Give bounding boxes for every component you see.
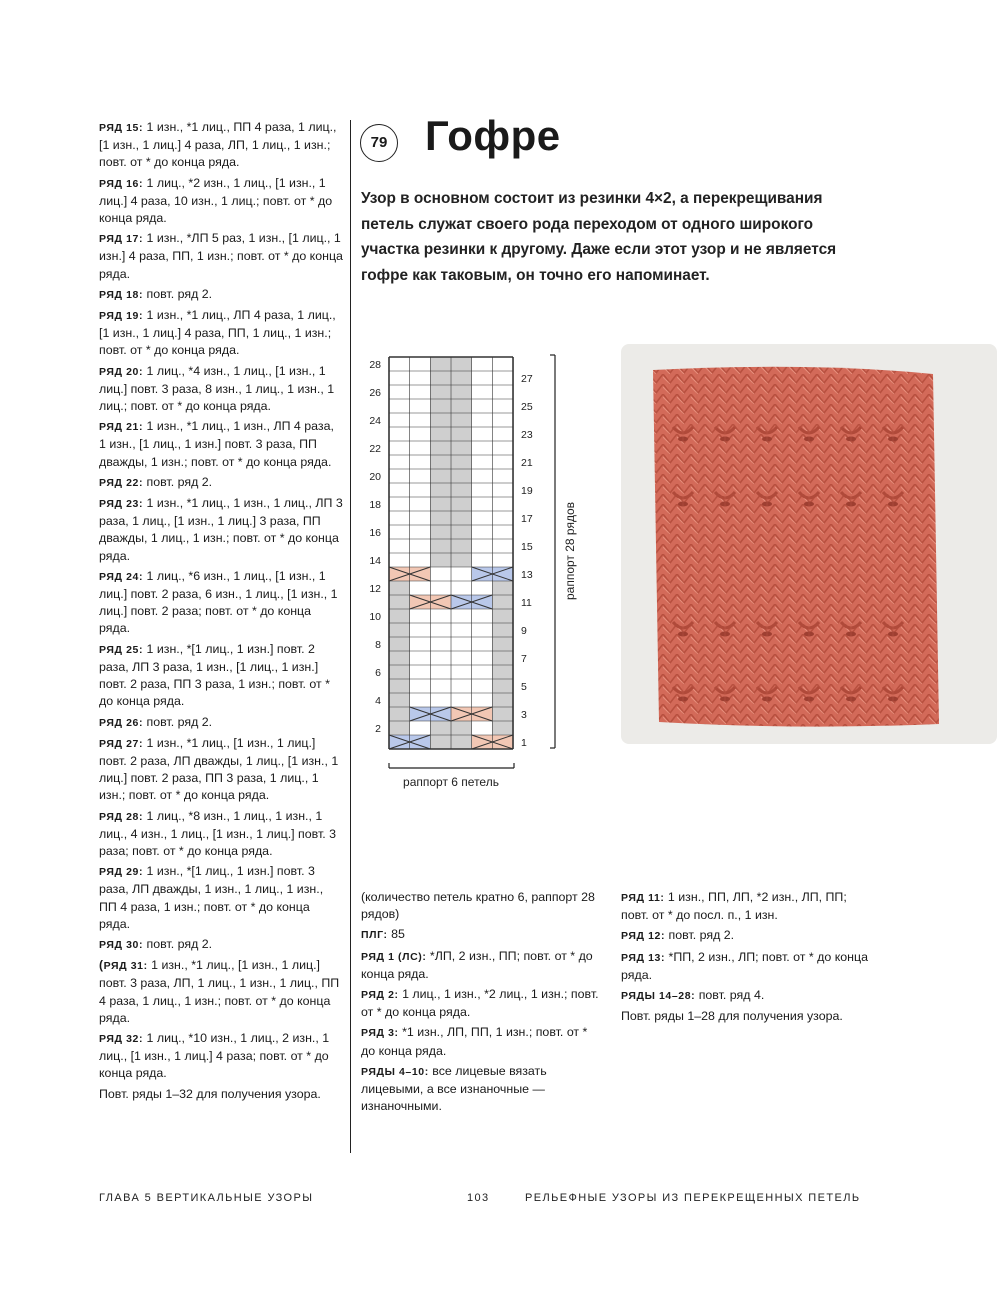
row-number: 8 bbox=[375, 639, 381, 651]
purl-cell bbox=[430, 497, 451, 511]
purl-cell bbox=[430, 511, 451, 525]
purl-cell bbox=[430, 455, 451, 469]
row-number: 6 bbox=[375, 667, 381, 679]
purl-cell bbox=[389, 679, 410, 693]
purl-cell bbox=[430, 735, 451, 749]
row-number: 16 bbox=[369, 527, 381, 539]
row-instruction: (РЯД 31: 1 изн., *1 лиц., [1 изн., 1 лиц.] повт. 3 раза, ЛП, 1 лиц., 1 изн., 1 лиц., ПП 4 раза, 1 лиц., 1 изн.; повт. от * до конца ряда. bbox=[99, 958, 340, 1025]
purl-cell bbox=[451, 399, 472, 413]
purl-cell bbox=[430, 427, 451, 441]
row-instruction: РЯД 15: 1 изн., *1 лиц., ПП 4 раза, 1 лиц., [1 изн., 1 лиц.] 4 раза, ЛП, 1 лиц., 1 изн.; повт. от * до конца ряда. bbox=[99, 120, 337, 170]
purl-cell bbox=[389, 581, 410, 595]
repeat-rows-label: раппорт 28 рядов bbox=[563, 501, 577, 601]
row-instruction: РЯД 30: повт. ряд 2. bbox=[99, 936, 213, 951]
row-number: 27 bbox=[521, 373, 533, 385]
row-instruction: РЯД 3: *1 изн., ЛП, ПП, 1 изн.; повт. от * до конца ряда. bbox=[361, 1025, 588, 1058]
row-instruction: РЯД 21: 1 изн., *1 лиц., 1 изн., ЛП 4 раза, 1 изн., [1 лиц., 1 изн.] повт. 3 раза, ПП дважды, 1 изн.; повт. от * до конца ряда. bbox=[99, 419, 334, 469]
row-instruction: РЯД 13: *ПП, 2 изн., ЛП; повт. от * до конца ряда. bbox=[621, 949, 868, 982]
stitch-count-note: (количество петель кратно 6, раппорт 28 рядов) bbox=[361, 890, 595, 922]
row-instruction: РЯД 28: 1 лиц., *8 изн., 1 лиц., 1 изн., 1 лиц., 4 изн., 1 лиц., [1 изн., 1 лиц.] повт. 3 раза; повт. от * до конца ряда. bbox=[99, 808, 337, 858]
left-row-numbers bbox=[369, 359, 381, 735]
row-number: 13 bbox=[521, 569, 533, 581]
purl-cell bbox=[451, 511, 472, 525]
row-instruction: РЯД 26: повт. ряд 2. bbox=[99, 714, 213, 729]
instructions-right-column bbox=[621, 889, 871, 1028]
purl-cell bbox=[451, 497, 472, 511]
pattern-title: Гофре bbox=[425, 112, 561, 159]
row-number: 12 bbox=[369, 583, 381, 595]
purl-cell bbox=[451, 735, 472, 749]
pattern-intro: Узор в основном состоит из резинки 4×2, а перекрещивания петель служат своего рода переходом от одного широкого участка резинки к другому. Даже если этот узор и не является гофре как таковым, он точно его напоминает. bbox=[361, 190, 837, 284]
purl-cell bbox=[389, 637, 410, 651]
row-instruction: РЯД 22: повт. ряд 2. bbox=[99, 474, 213, 489]
row-instruction: РЯД 24: 1 лиц., *6 изн., 1 лиц., [1 изн., 1 лиц.] повт. 2 раза, 6 изн., 1 лиц., [1 изн., 1 лиц.] повт. 2 раза; повт. от * до конца ряда. bbox=[99, 568, 338, 636]
row-instruction: РЯД 18: повт. ряд 2. bbox=[99, 286, 213, 301]
purl-cell bbox=[389, 609, 410, 623]
row-instruction: РЯД 32: 1 лиц., *10 изн., 1 лиц., 2 изн., 1 лиц., [1 изн., 1 лиц.] 4 раза; повт. от * до конца ряда. bbox=[99, 1030, 330, 1081]
row-instruction: РЯДЫ 4–10: все лицевые вязать лицевыми, а все изнаночные — изнаночными. bbox=[361, 1063, 547, 1114]
purl-cell bbox=[430, 539, 451, 553]
row-number: 26 bbox=[369, 387, 381, 399]
purl-cell bbox=[430, 441, 451, 455]
purl-cell bbox=[492, 665, 513, 679]
page-number: 103 bbox=[467, 1192, 490, 1204]
purl-cell bbox=[389, 623, 410, 637]
footer-chapter: ГЛАВА 5 ВЕРТИКАЛЬНЫЕ УЗОРЫ bbox=[99, 1192, 314, 1204]
purl-cell bbox=[389, 651, 410, 665]
row-instruction: РЯД 23: 1 изн., *1 лиц., 1 изн., 1 лиц., ЛП 3 раза, 1 лиц., [1 изн., 1 лиц.] 3 раза, ПП дважды, 1 лиц., 1 изн.; повт. от * до конца ряда. bbox=[99, 496, 343, 563]
instructions-left-column bbox=[99, 119, 344, 1106]
purl-cell bbox=[451, 357, 472, 371]
row-number: 11 bbox=[521, 597, 532, 609]
purl-cell bbox=[451, 455, 472, 469]
purl-cell bbox=[451, 385, 472, 399]
purl-cell bbox=[492, 651, 513, 665]
instructions-middle-column bbox=[361, 889, 601, 1118]
purl-cell bbox=[389, 595, 410, 609]
purl-cell bbox=[451, 469, 472, 483]
row-number: 18 bbox=[369, 499, 381, 511]
purl-cell bbox=[492, 693, 513, 707]
row-instruction: РЯД 2: 1 лиц., 1 изн., *2 лиц., 1 изн.; повт. от * до конца ряда. bbox=[361, 987, 599, 1020]
chart-svg bbox=[350, 345, 620, 805]
row-instruction: РЯД 12: повт. ряд 2. bbox=[621, 928, 735, 943]
purl-cell bbox=[492, 721, 513, 735]
purl-cell bbox=[451, 553, 472, 567]
purl-cell bbox=[492, 581, 513, 595]
row-instruction: РЯД 20: 1 лиц., *4 изн., 1 лиц., [1 изн., 1 лиц.] повт. 3 раза, 8 изн., 1 лиц., 1 изн., 1 лиц.; повт. от * до конца ряда. bbox=[99, 363, 335, 414]
purl-cell bbox=[451, 525, 472, 539]
row-number: 21 bbox=[521, 457, 533, 469]
row-instruction: РЯД 27: 1 изн., *1 лиц., [1 изн., 1 лиц.] повт. 2 раза, ЛП дважды, 1 лиц., [1 изн., 1 лиц.] повт. 2 раза, ПП 3 раза, 1 лиц., 1 изн.; повт. от * до конца ряда. bbox=[99, 735, 339, 803]
row-instruction: РЯД 19: 1 изн., *1 лиц., ЛП 4 раза, 1 лиц., [1 изн., 1 лиц.] 4 раза, ПП, 1 лиц., 1 изн.; повт. от * до конца ряда. bbox=[99, 308, 336, 358]
knitting-chart bbox=[350, 345, 620, 805]
row-instruction: ПЛГ: 85 bbox=[361, 927, 405, 942]
purl-cell bbox=[451, 441, 472, 455]
row-instruction: РЯД 1 (ЛС): *ЛП, 2 изн., ПП; повт. от * до конца ряда. bbox=[361, 948, 593, 981]
row-number: 4 bbox=[375, 695, 381, 707]
right-row-numbers bbox=[521, 373, 533, 749]
row-number: 20 bbox=[369, 471, 381, 483]
purl-cell bbox=[451, 721, 472, 735]
purl-cell bbox=[492, 623, 513, 637]
row-number: 14 bbox=[369, 555, 381, 567]
purl-cell bbox=[430, 469, 451, 483]
row-number: 2 bbox=[375, 723, 381, 735]
knitted-swatch-image bbox=[621, 344, 997, 744]
row-instruction: РЯД 25: 1 изн., *[1 лиц., 1 изн.] повт. 2 раза, ЛП 3 раза, 1 изн., [1 лиц., 1 изн.] повт. 2 раза, ПП 3 раза, 1 изн.; повт. от * до конца ряда. bbox=[99, 641, 330, 709]
purl-cell bbox=[430, 371, 451, 385]
row-number: 9 bbox=[521, 625, 527, 637]
row-instruction: РЯД 16: 1 лиц., *2 изн., 1 лиц., [1 изн., 1 лиц.] 4 раза, 10 изн., 1 лиц.; повт. от * до конца ряда. bbox=[99, 175, 333, 226]
row-instruction: РЯД 17: 1 изн., *ЛП 5 раз, 1 изн., [1 лиц., 1 изн.] 4 раза, ПП, 1 изн.; повт. от * до конца ряда. bbox=[99, 231, 343, 281]
repeat-brackets bbox=[389, 355, 555, 768]
purl-cell bbox=[451, 413, 472, 427]
row-number: 25 bbox=[521, 401, 533, 413]
purl-cell bbox=[430, 413, 451, 427]
row-number: 7 bbox=[521, 653, 527, 665]
purl-cell bbox=[492, 707, 513, 721]
purl-cell bbox=[389, 721, 410, 735]
purl-cell bbox=[451, 483, 472, 497]
purl-cell bbox=[430, 357, 451, 371]
row-number: 5 bbox=[521, 681, 527, 693]
row-instruction: РЯДЫ 14–28: повт. ряд 4. bbox=[621, 988, 765, 1003]
row-number: 24 bbox=[369, 415, 381, 427]
purl-cell bbox=[430, 553, 451, 567]
row-number: 17 bbox=[521, 513, 533, 525]
purl-cell bbox=[430, 399, 451, 413]
repeat-note: Повт. ряды 1–28 для получения узора. bbox=[621, 1009, 843, 1024]
purl-cell bbox=[430, 525, 451, 539]
row-number: 1 bbox=[521, 737, 527, 749]
purl-cell bbox=[389, 707, 410, 721]
row-instruction: РЯД 11: 1 изн., ПП, ЛП, *2 изн., ЛП, ПП; повт. от * до посл. п., 1 изн. bbox=[621, 890, 847, 923]
purl-cell bbox=[389, 693, 410, 707]
purl-cell bbox=[451, 539, 472, 553]
row-instruction: РЯД 29: 1 изн., *[1 лиц., 1 изн.] повт. 3 раза, ЛП дважды, 1 изн., 1 лиц., 1 изн., ПП 4 раза, 1 изн.; повт. от * до конца ряда. bbox=[99, 864, 324, 931]
pattern-number-badge: 79 bbox=[360, 124, 398, 162]
purl-cell bbox=[492, 609, 513, 623]
purl-cell bbox=[492, 595, 513, 609]
row-number: 15 bbox=[521, 541, 533, 553]
footer-section: РЕЛЬЕФНЫЕ УЗОРЫ ИЗ ПЕРЕКРЕЩЕННЫХ ПЕТЕЛЬ bbox=[525, 1192, 861, 1204]
repeat-note: Повт. ряды 1–32 для получения узора. bbox=[99, 1086, 321, 1101]
purl-cell bbox=[430, 385, 451, 399]
row-number: 10 bbox=[369, 611, 381, 623]
purl-cell bbox=[451, 371, 472, 385]
row-number: 3 bbox=[521, 709, 527, 721]
row-number: 19 bbox=[521, 485, 533, 497]
repeat-stitches-label: раппорт 6 петель bbox=[403, 775, 499, 789]
purl-cell bbox=[492, 679, 513, 693]
row-number: 22 bbox=[369, 443, 381, 455]
purl-cell bbox=[430, 483, 451, 497]
row-number: 23 bbox=[521, 429, 533, 441]
row-number: 28 bbox=[369, 359, 381, 371]
purl-cell bbox=[492, 637, 513, 651]
purl-cell bbox=[430, 721, 451, 735]
purl-cell bbox=[451, 427, 472, 441]
swatch-photo bbox=[621, 344, 997, 744]
purl-cell bbox=[389, 665, 410, 679]
